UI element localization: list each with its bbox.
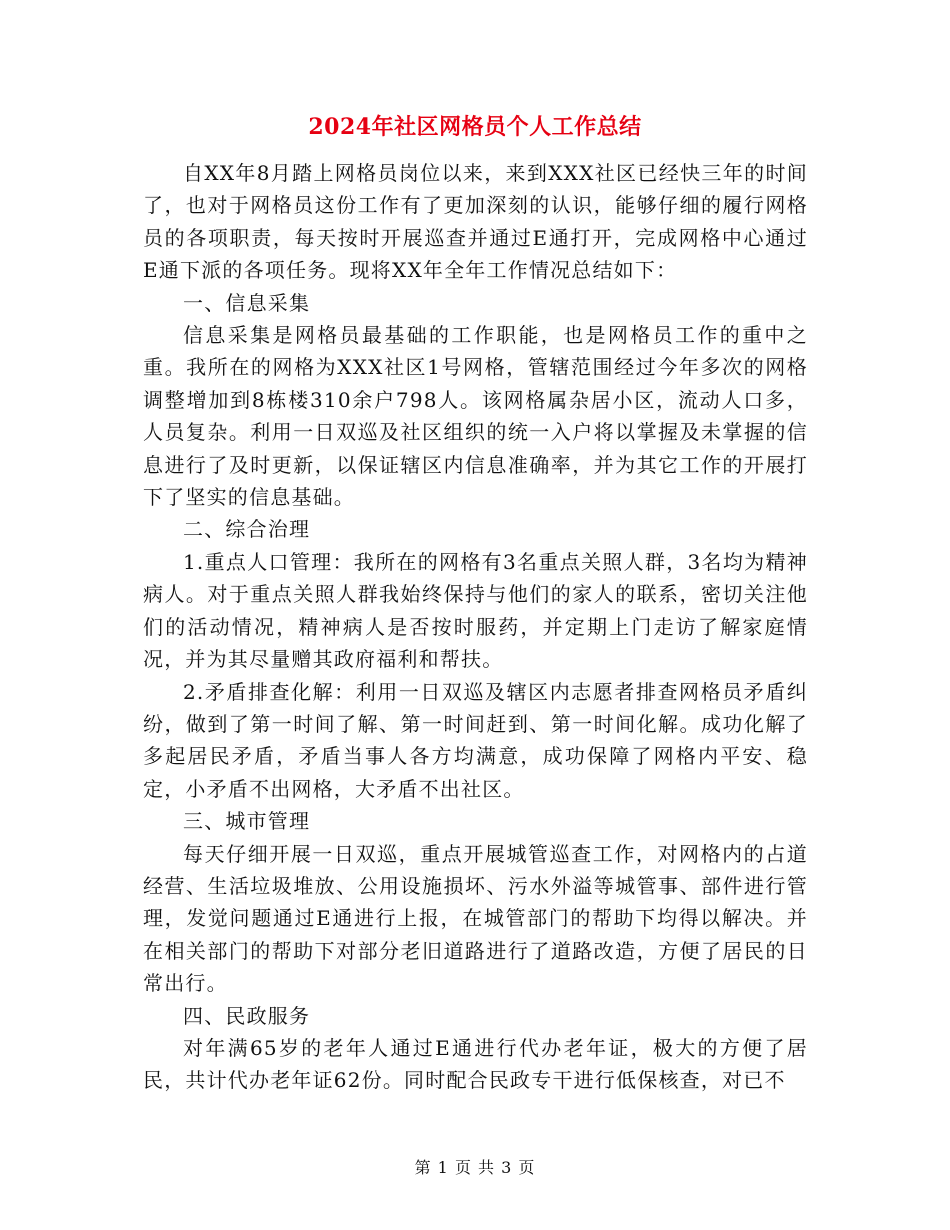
section-heading-governance: 二、综合治理 <box>183 517 311 542</box>
key-population-paragraph: 1.重点人口管理：我所在的网格有3名重点关照人群，3名均为精神病人。对于重点关照人群我始终保持与他们的家人的联系，密切关注他们的活动情况，精神病人是否按时服药，并定期上门走访了解家庭情况，并为其尽量赠其政府福利和帮扶。 <box>143 549 808 672</box>
info-collection-paragraph: 信息采集是网格员最基础的工作职能，也是网格员工作的重中之重。我所在的网格为XXX社区1号网格，管辖范围经过今年多次的网格调整增加到8栋楼310余户798人。该网格属杂居小区，流动人口多，人员复杂。利用一日双巡及社区组织的统一入户将以掌握及未掌握的信息进行了及时更新，以保证辖区内信息准确率，并为其它工作的开展打下了坚实的信息基础。 <box>143 323 808 510</box>
page-number-footer: 第 1 页 共 3 页 <box>414 1158 536 1177</box>
section-heading-civil-affairs: 四、民政服务 <box>183 1003 311 1028</box>
civil-affairs-paragraph: 对年满65岁的老年人通过E通进行代办老年证，极大的方便了居民，共计代办老年证62份。同时配合民政专干进行低保核查，对已不 <box>143 1035 808 1093</box>
intro-paragraph: 自XX年8月踏上网格员岗位以来，来到XXX社区已经快三年的时间了，也对于网格员这份工作有了更加深刻的认识，能够仔细的履行网格员的各项职责，每天按时开展巡查并通过E通打开，完成网格中心通过E通下派的各项任务。现将XX年全年工作情况总结如下： <box>143 161 808 283</box>
city-management-paragraph: 每天仔细开展一日双巡，重点开展城管巡查工作，对网格内的占道经营、生活垃圾堆放、公用设施损坏、污水外溢等城管事、部件进行管理，发觉问题通过E通进行上报，在城管部门的帮助下均得以解决。并在相关部门的帮助下对部分老旧道路进行了道路改造，方便了居民的日常出行。 <box>143 841 808 996</box>
document-body <box>143 157 808 1097</box>
section-heading-info-collection: 一、信息采集 <box>183 290 311 315</box>
document-title: 2024年社区网格员个人工作总结 <box>308 114 642 140</box>
section-heading-city-management: 三、城市管理 <box>183 809 311 834</box>
conflict-resolution-paragraph: 2.矛盾排查化解：利用一日双巡及辖区内志愿者排查网格员矛盾纠纷，做到了第一时间了解、第一时间赶到、第一时间化解。成功化解了多起居民矛盾，矛盾当事人各方均满意，成功保障了网格内平安、稳定，小矛盾不出网格，大矛盾不出社区。 <box>143 679 808 801</box>
